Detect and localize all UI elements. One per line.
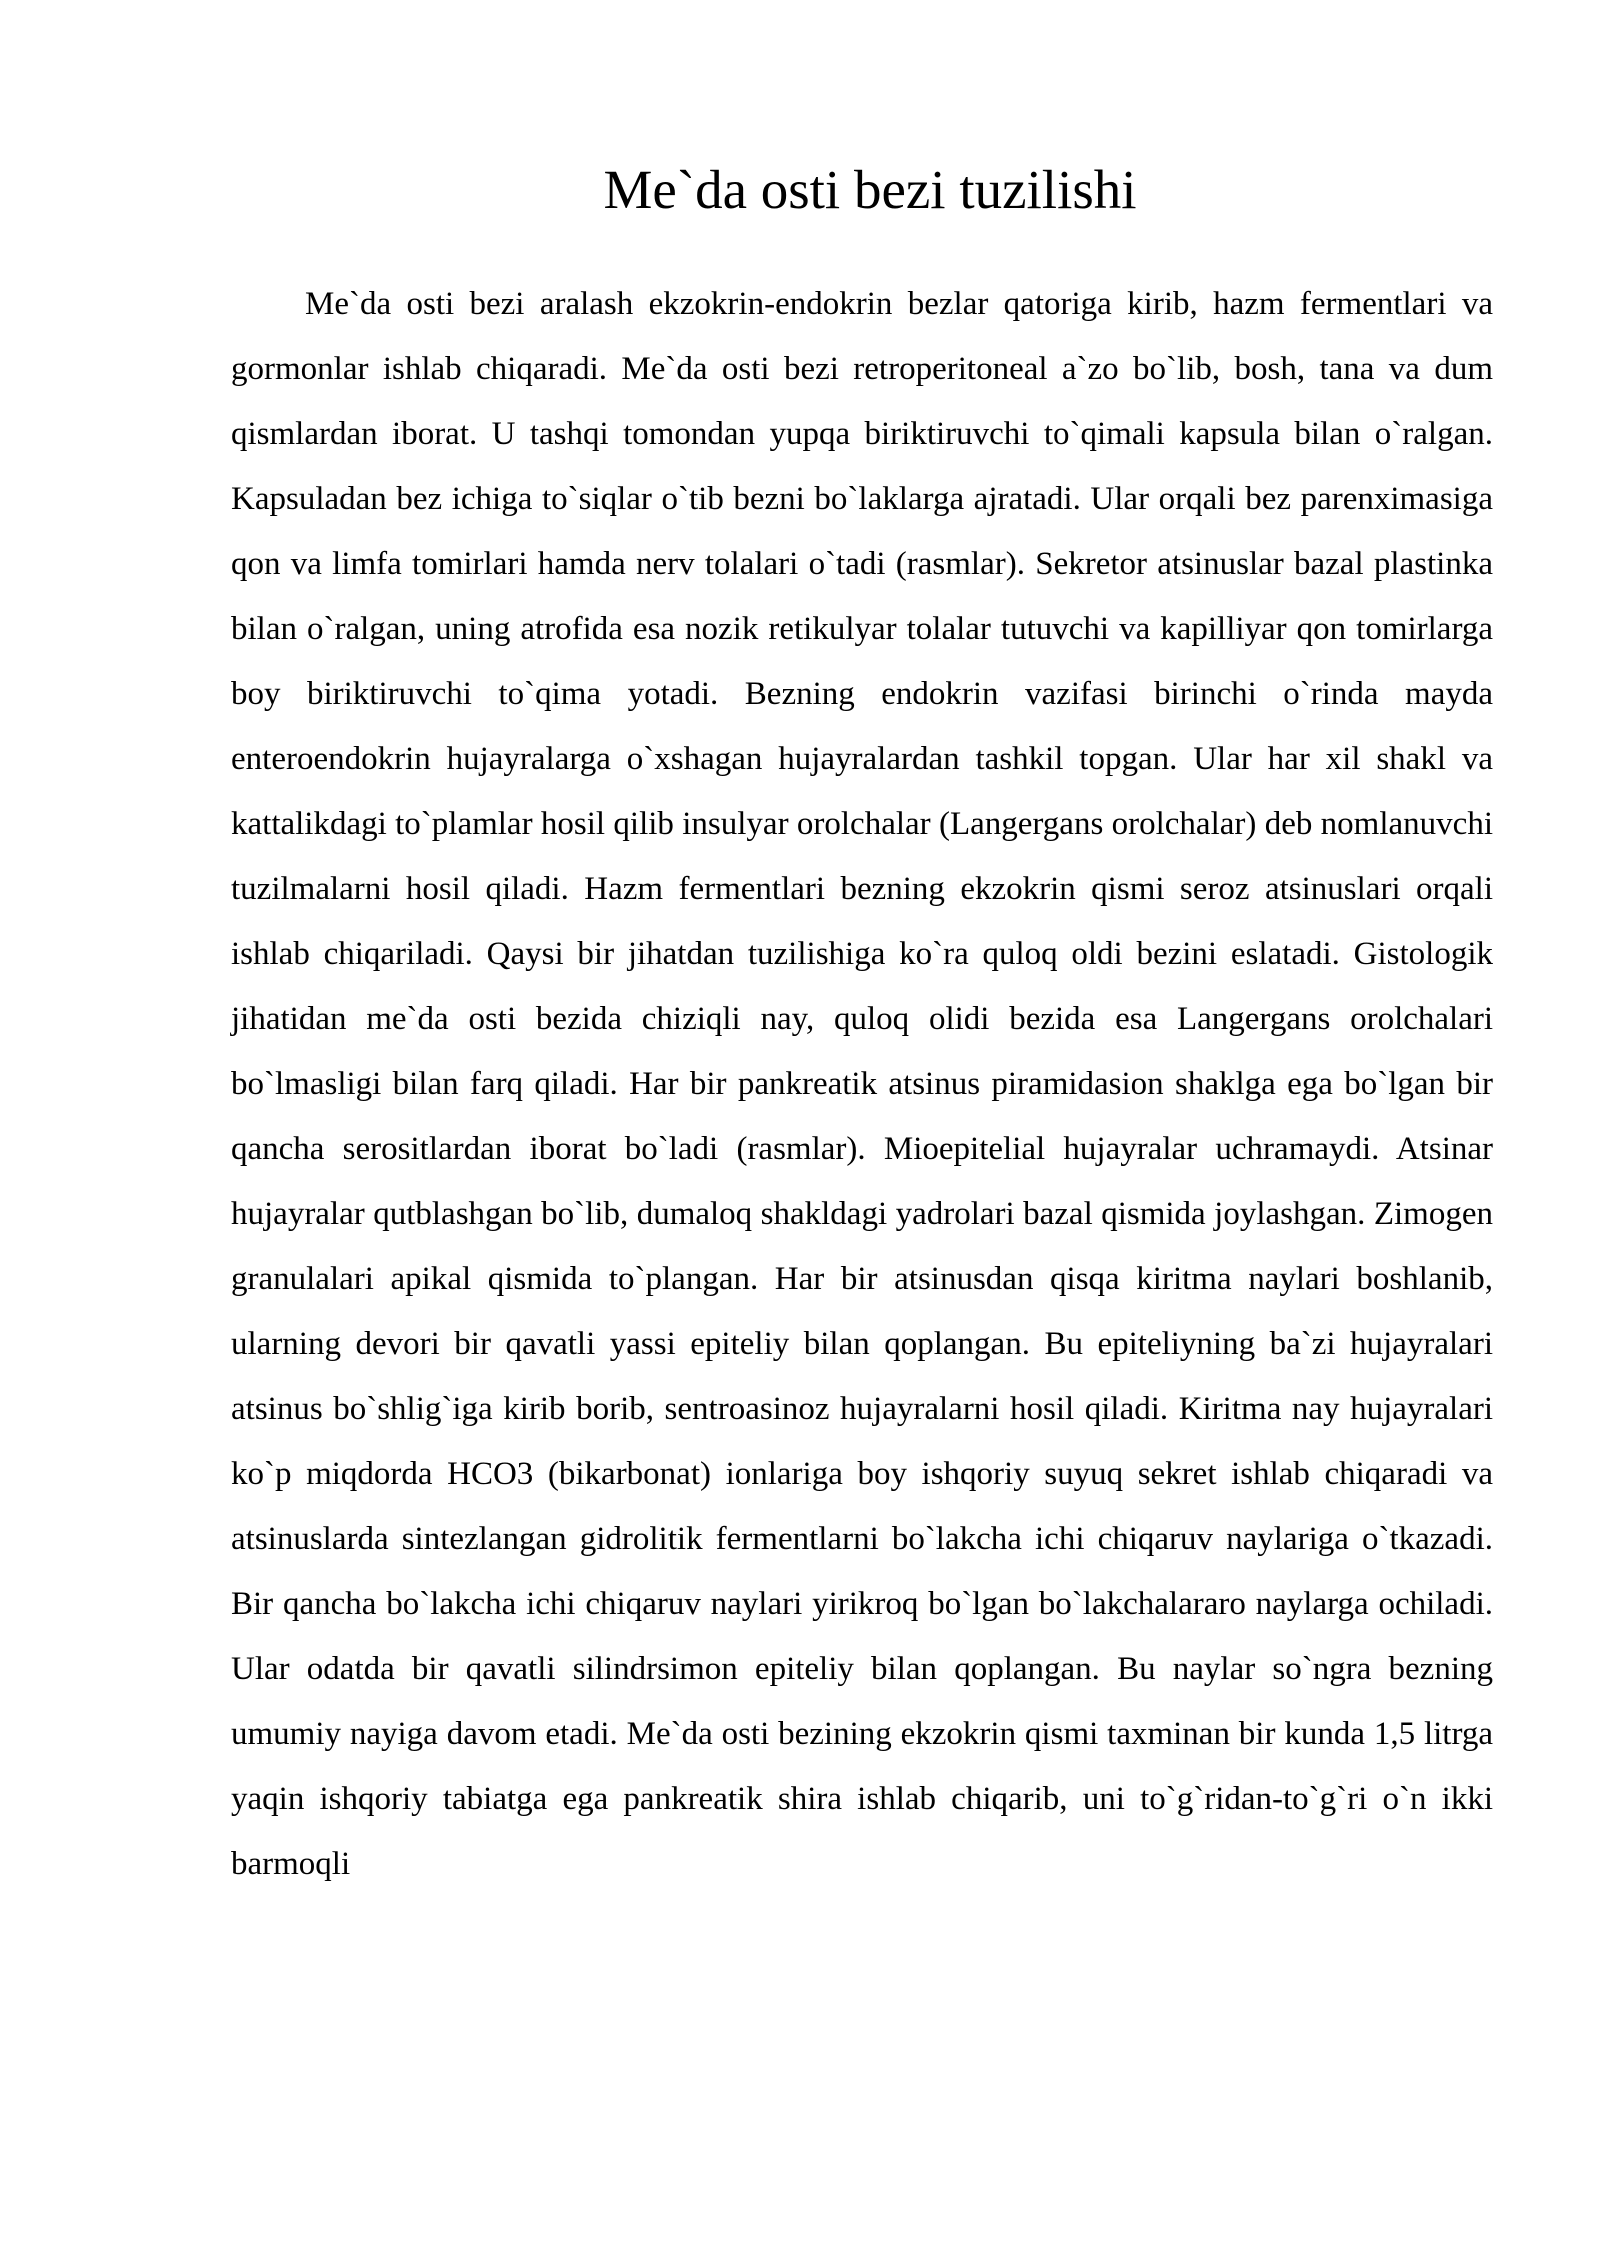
document-title: Me`da osti bezi tuzilishi — [603, 159, 1137, 220]
body-paragraph: Me`da osti bezi aralash ekzokrin-endokrin bezlar qatoriga kirib, hazm fermentlari va gormonlar ishlab chiqaradi. Me`da osti bezi retroperitoneal a`zo bo`lib, bosh, tana va dum qismlardan iborat. U tashqi tomondan yupqa biriktiruvchi to`qimali kapsula bilan o`ralgan. Kapsuladan bez ichiga to`siqlar o`tib bezni bo`laklarga ajratadi. Ular orqali bez parenximasiga qon va limfa tomirlari hamda nerv tolalari o`tadi (rasmlar). Sekretor atsinuslar bazal plastinka bilan o`ralgan, uning atrofida esa nozik retikulyar tolalar tutuvchi va kapilliyar qon tomirlarga boy biriktiruvchi to`qima yotadi. Bezning endokrin vazifasi birinchi o`rinda mayda enteroendokrin hujayralarga o`xshagan hujayralardan tashkil topgan. Ular har xil shakl va kattalikdagi to`plamlar hosil qilib insulyar orolchalar (Langergans orolchalar) deb nomlanuvchi tuzilmalarni hosil qiladi. Hazm fermentlari bezning ekzokrin qismi seroz atsinuslari orqali ishlab chiqariladi. Qaysi bir jihatdan tuzilishiga ko`ra quloq oldi bezini eslatadi. Gistologik jihatidan me`da osti bezida chiziqli nay, quloq olidi bezida esa Langergans orolchalari bo`lmasligi bilan farq qiladi. Har bir pankreatik atsinus piramidasion shaklga ega bo`lgan bir qancha serositlardan iborat bo`ladi (rasmlar). Mioepitelial hujayralar uchramaydi. Atsinar hujayralar qutblashgan bo`lib, dumaloq shakldagi yadrolari bazal qismida joylashgan. Zimogen granulalari apikal qismida to`plangan. Har bir atsinusdan qisqa kiritma naylari boshlanib, ularning devori bir qavatli yassi epiteliy bilan qoplangan. Bu epiteliyning ba`zi hujayralari atsinus bo`shlig`iga kirib borib, sentroasinoz hujayralarni hosil qiladi. Kiritma nay hujayralari ko`p miqdorda HCO3 (bikarbonat) ionlariga boy ishqoriy suyuq sekret ishlab chiqaradi va atsinuslarda sintezlangan gidrolitik fermentlarni bo`lakcha ichi chiqaruv naylariga o`tkazadi. Bir qancha bo`lakcha ichi chiqaruv naylari yirikroq bo`lgan bo`lakchalararo naylarga ochiladi. Ular odatda bir qavatli silindrsimon epiteliy bilan qoplangan. Bu naylar so`ngra bezning umumiy nayiga davom etadi. Me`da osti bezining ekzokrin qismi taxminan bir kunda 1,5 litrga yaqin ishqoriy tabiatga ega pankreatik shira ishlab chiqarib, uni to`g`ridan-to`g`ri o`n ikki barmoqli — [231, 286, 1493, 1882]
